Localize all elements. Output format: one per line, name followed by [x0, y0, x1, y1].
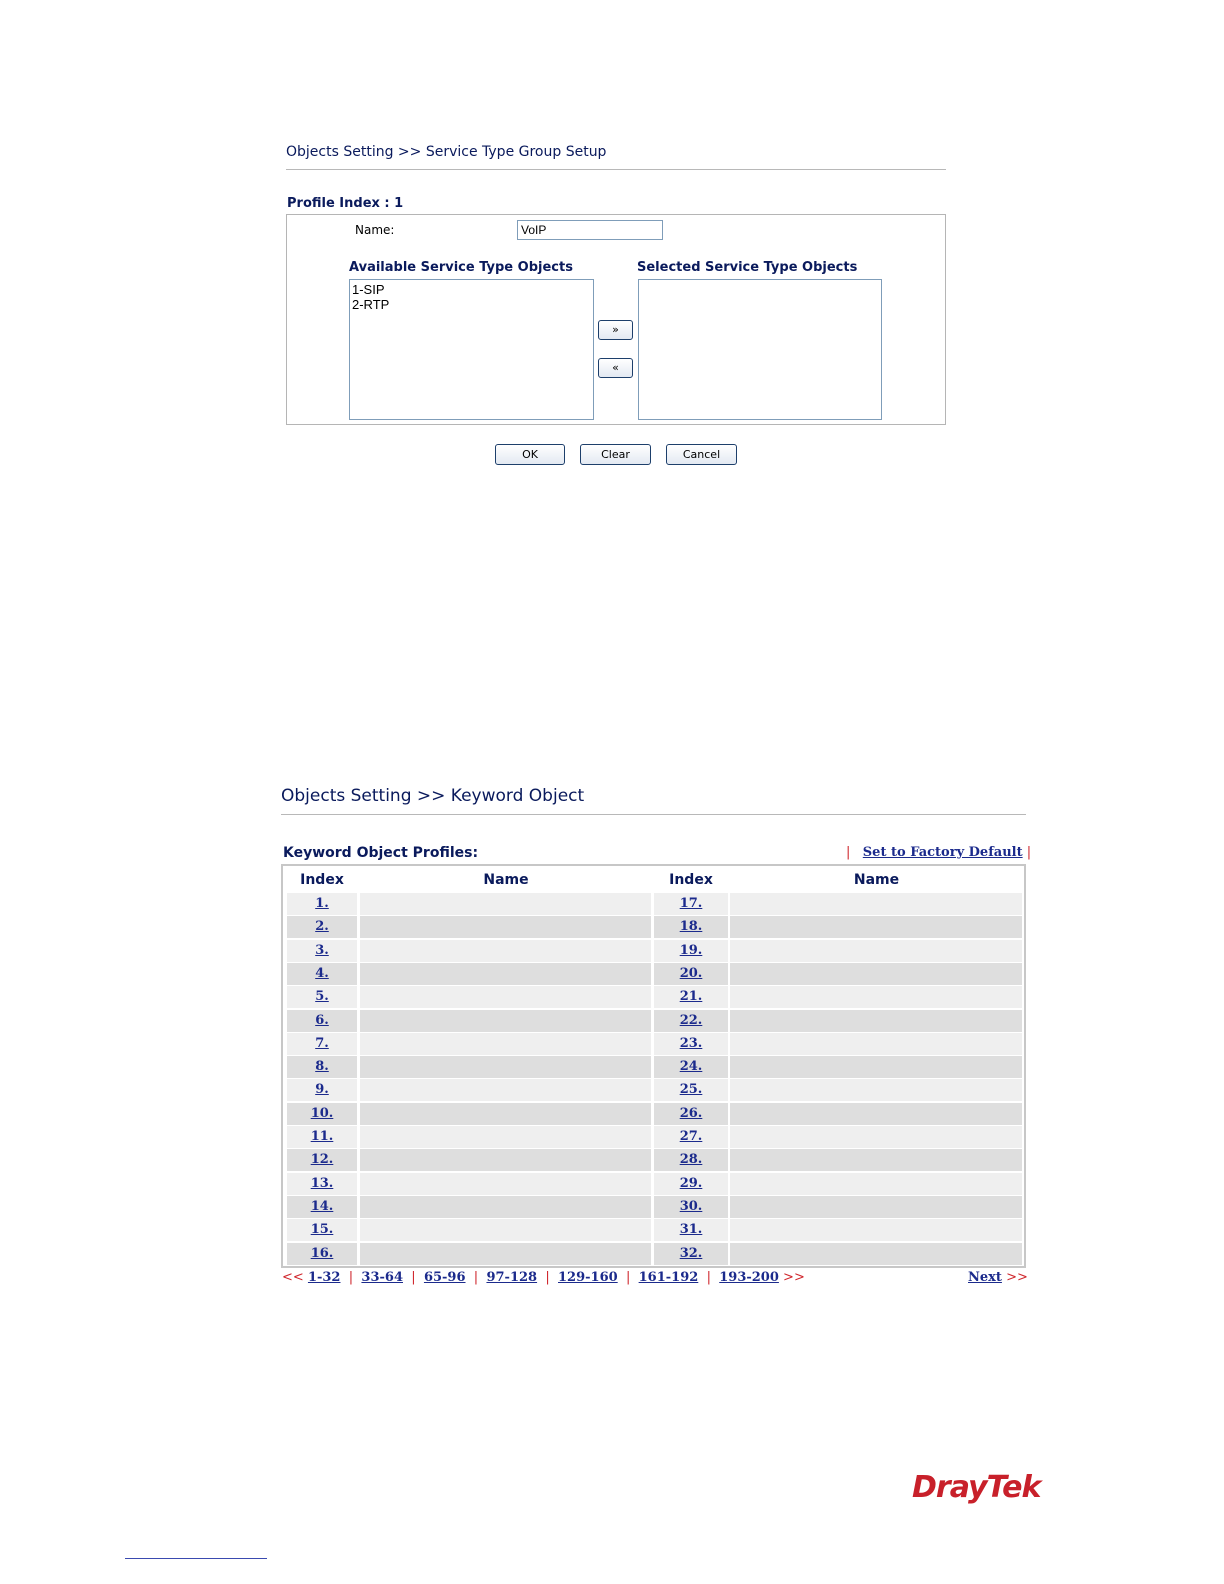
- index-link[interactable]: 13.: [287, 1173, 357, 1195]
- separator: |: [621, 1270, 635, 1285]
- index-link[interactable]: 10.: [287, 1103, 357, 1125]
- table-row: [283, 1219, 1024, 1241]
- name-cell: [360, 1173, 651, 1195]
- service-group-title-divider: [286, 169, 946, 170]
- table-row: [283, 1056, 1024, 1078]
- index-link[interactable]: 5.: [287, 986, 357, 1008]
- footer-divider: [125, 1558, 267, 1559]
- remove-from-selected-button[interactable]: «: [598, 358, 633, 378]
- table-row: [283, 1196, 1024, 1218]
- name-cell: [730, 1056, 1022, 1078]
- keyword-profiles-table: [281, 864, 1026, 1268]
- column-header-name: Name: [483, 872, 529, 888]
- index-link[interactable]: 30.: [654, 1196, 728, 1218]
- index-link[interactable]: 16.: [287, 1243, 357, 1265]
- name-cell: [360, 963, 651, 985]
- draytek-logo: DrayTek: [912, 1470, 1041, 1505]
- index-link[interactable]: 9.: [287, 1079, 357, 1101]
- table-row: [283, 1010, 1024, 1032]
- index-link[interactable]: 8.: [287, 1056, 357, 1078]
- name-cell: [730, 1033, 1022, 1055]
- index-link[interactable]: 14.: [287, 1196, 357, 1218]
- name-cell: [730, 1243, 1022, 1265]
- available-objects-listbox[interactable]: [349, 279, 594, 420]
- name-cell: [360, 1103, 651, 1125]
- column-header-index: Index: [669, 872, 713, 888]
- index-link[interactable]: 31.: [654, 1219, 728, 1241]
- name-cell: [730, 1196, 1022, 1218]
- name-cell: [730, 1219, 1022, 1241]
- name-cell: [360, 940, 651, 962]
- index-link[interactable]: 11.: [287, 1126, 357, 1148]
- name-cell: [360, 1243, 651, 1265]
- name-cell: [730, 963, 1022, 985]
- name-cell: [360, 1126, 651, 1148]
- table-row: [283, 916, 1024, 938]
- page-link-161-192[interactable]: 161-192: [638, 1270, 699, 1285]
- name-cell: [360, 1219, 651, 1241]
- pager-next-arrows: >>: [783, 1270, 805, 1285]
- index-link[interactable]: 24.: [654, 1056, 728, 1078]
- available-option[interactable]: 1-SIP: [352, 282, 385, 297]
- keyword-profiles-label: Keyword Object Profiles:: [283, 845, 479, 861]
- next-page-link[interactable]: Next: [968, 1270, 1002, 1285]
- table-row: [283, 963, 1024, 985]
- index-link[interactable]: 22.: [654, 1010, 728, 1032]
- index-link[interactable]: 2.: [287, 916, 357, 938]
- separator: |: [846, 845, 851, 860]
- page-link-1-32[interactable]: 1-32: [307, 1270, 341, 1285]
- keyword-page-title: Objects Setting >> Keyword Object: [281, 786, 585, 806]
- name-cell: [730, 1079, 1022, 1101]
- index-link[interactable]: 21.: [654, 986, 728, 1008]
- table-row: [283, 1126, 1024, 1148]
- service-group-page-title: Objects Setting >> Service Type Group Setup: [286, 144, 607, 160]
- table-row: [283, 1033, 1024, 1055]
- page-link-129-160[interactable]: 129-160: [558, 1270, 618, 1285]
- column-header-name: Name: [853, 872, 900, 888]
- name-cell: [360, 1196, 651, 1218]
- index-link[interactable]: 32.: [654, 1243, 728, 1265]
- next-arrows: >>: [1006, 1270, 1028, 1285]
- pager-prev-arrows: <<: [282, 1270, 304, 1285]
- keyword-title-divider: [281, 814, 1026, 815]
- table-row: [283, 1243, 1024, 1265]
- name-cell: [730, 1149, 1022, 1171]
- selected-objects-listbox[interactable]: [638, 279, 882, 420]
- page-link-65-96[interactable]: 65-96: [423, 1270, 466, 1285]
- set-to-factory-default-link[interactable]: Set to Factory Default: [862, 845, 1023, 860]
- table-row: [283, 940, 1024, 962]
- index-link[interactable]: 27.: [654, 1126, 728, 1148]
- table-row: [283, 1149, 1024, 1171]
- index-link[interactable]: 18.: [654, 916, 728, 938]
- name-cell: [360, 1079, 651, 1101]
- name-cell: [360, 1033, 651, 1055]
- index-link[interactable]: 6.: [287, 1010, 357, 1032]
- index-link[interactable]: 29.: [654, 1173, 728, 1195]
- ok-button[interactable]: OK: [495, 444, 565, 465]
- name-cell: [730, 1010, 1022, 1032]
- separator: |: [541, 1270, 554, 1285]
- index-link[interactable]: 1.: [287, 893, 357, 915]
- separator: |: [702, 1270, 716, 1285]
- table-row: [283, 1103, 1024, 1125]
- index-link[interactable]: 28.: [654, 1149, 728, 1171]
- add-to-selected-button[interactable]: »: [598, 320, 633, 340]
- cancel-button[interactable]: Cancel: [666, 444, 737, 465]
- index-link[interactable]: 20.: [654, 963, 728, 985]
- clear-button[interactable]: Clear: [580, 444, 651, 465]
- name-cell: [730, 940, 1022, 962]
- table-row: [283, 893, 1024, 915]
- name-cell: [360, 1149, 651, 1171]
- available-objects-label: Available Service Type Objects: [349, 260, 573, 275]
- column-header-index: Index: [300, 872, 344, 888]
- index-link[interactable]: 23.: [654, 1033, 728, 1055]
- name-cell: [360, 1010, 651, 1032]
- table-row: [283, 1079, 1024, 1101]
- name-cell: [360, 916, 651, 938]
- name-cell: [730, 1173, 1022, 1195]
- table-row: [283, 986, 1024, 1008]
- index-link[interactable]: 3.: [287, 940, 357, 962]
- index-link[interactable]: 26.: [654, 1103, 728, 1125]
- separator: |: [344, 1270, 358, 1285]
- index-link[interactable]: 25.: [654, 1079, 728, 1101]
- name-cell: [730, 1103, 1022, 1125]
- name-cell: [360, 893, 651, 915]
- name-cell: [360, 986, 651, 1008]
- page-link-97-128[interactable]: 97-128: [486, 1270, 538, 1285]
- name-label: Name:: [355, 223, 395, 237]
- index-link[interactable]: 19.: [654, 940, 728, 962]
- index-link[interactable]: 15.: [287, 1219, 357, 1241]
- index-link[interactable]: 7.: [287, 1033, 357, 1055]
- page-link-33-64[interactable]: 33-64: [361, 1270, 403, 1285]
- separator: |: [407, 1270, 420, 1285]
- table-row: [283, 1173, 1024, 1195]
- page-link-193-200[interactable]: 193-200: [719, 1270, 779, 1285]
- index-link[interactable]: 17.: [654, 893, 728, 915]
- name-input[interactable]: VoIP: [517, 220, 663, 240]
- separator: |: [1026, 845, 1032, 860]
- name-cell: [730, 1126, 1022, 1148]
- profile-index-label: Profile Index : 1: [287, 196, 404, 211]
- name-cell: [360, 1056, 651, 1078]
- index-link[interactable]: 4.: [287, 963, 357, 985]
- separator: |: [469, 1270, 483, 1285]
- name-cell: [730, 916, 1022, 938]
- index-link[interactable]: 12.: [287, 1149, 357, 1171]
- name-cell: [730, 893, 1022, 915]
- next-navigation: [968, 1270, 1028, 1285]
- selected-objects-label: Selected Service Type Objects: [637, 260, 858, 275]
- available-option[interactable]: 2-RTP: [352, 297, 390, 312]
- name-cell: [730, 986, 1022, 1008]
- page-navigation: [282, 1270, 805, 1285]
- factory-default-area: [846, 845, 1031, 860]
